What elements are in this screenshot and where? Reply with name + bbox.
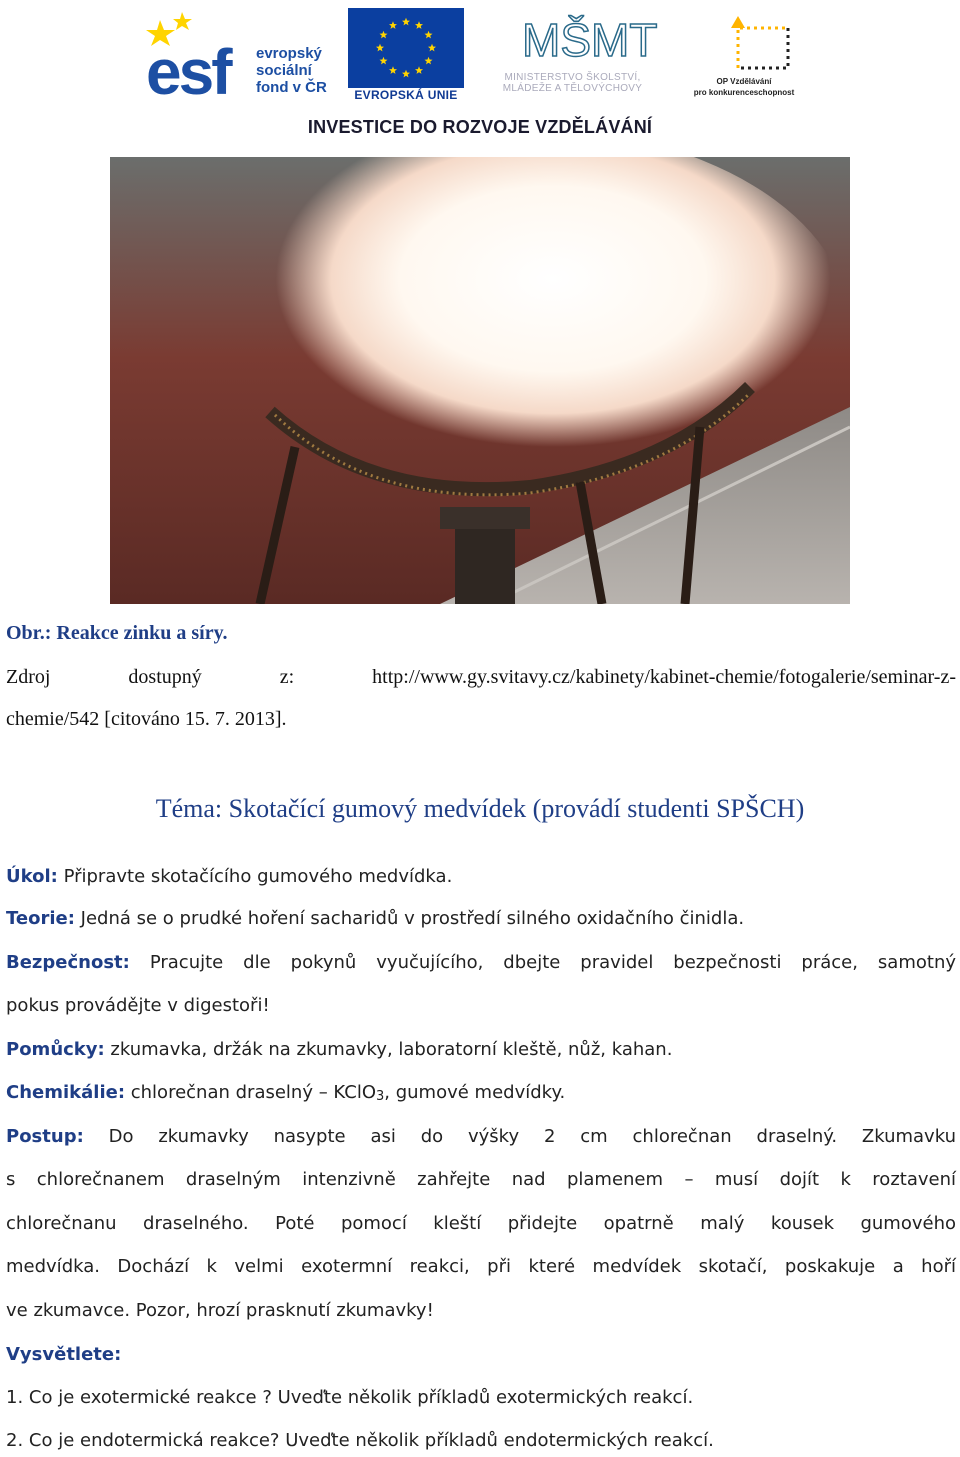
bezpecnost-line-1: Bezpečnost: Pracujte dle pokynů vyučujícího, dbejte pravidel bezpečnosti práce, samotný bbox=[6, 952, 956, 973]
svg-text:sociální: sociální bbox=[256, 62, 312, 79]
postup-line-1: Postup: Do zkumavky nasypte asi do výšky 2 cm chlorečnan draselný. Zkumavku bbox=[6, 1126, 956, 1147]
question-2: 2. Co je endotermická reakce? Uveďte několik příkladů endotermických reakcí. bbox=[6, 1430, 714, 1451]
svg-text:esf: esf bbox=[146, 36, 230, 104]
reaction-photo bbox=[110, 157, 850, 604]
esf-logo bbox=[146, 8, 336, 104]
logo-header bbox=[0, 0, 960, 150]
teorie-paragraph: Teorie: Jedná se o prudké hoření sacharidů v prostředí silného oxidačního činidla. bbox=[6, 908, 745, 929]
pomucky-paragraph: Pomůcky: zkumavka, držák na zkumavky, laboratorní kleště, nůž, kahan. bbox=[6, 1039, 673, 1060]
chemikalie-paragraph: Chemikálie: chlorečnan draselný – KClO$_3$, gumové medvídky. bbox=[6, 1082, 566, 1104]
eu-caption: EVROPSKÁ UNIE bbox=[354, 88, 458, 102]
ukol-paragraph: Úkol: Připravte skotačícího gumového medvídka. bbox=[6, 866, 453, 887]
op-caption: OP Vzdělávání pro konkurenceschopnost bbox=[693, 77, 795, 97]
investice-banner: INVESTICE DO ROZVOJE VZDĚLÁVÁNÍ bbox=[307, 117, 653, 137]
svg-text:MŠMT: MŠMT bbox=[522, 14, 658, 66]
svg-text:evropský: evropský bbox=[256, 45, 322, 62]
vysvetlete-heading: Vysvětlete: bbox=[6, 1344, 122, 1365]
postup-line-5: ve zkumavce. Pozor, hrozí prasknutí zkumavky! bbox=[6, 1300, 434, 1321]
postup-line-3: chlorečnanu draselného. Poté pomocí kleští přidejte opatrně malý kousek gumového bbox=[6, 1213, 956, 1234]
source-line-1: Zdroj dostupný z: http://www.gy.svitavy.cz/kabinety/kabinet-chemie/fotogalerie/seminar-z- bbox=[6, 666, 956, 688]
msmt-caption: MINISTERSTVO ŠKOLSTVÍ, MLÁDEŽE A TĚLOVÝCHOVY bbox=[502, 72, 643, 94]
page-title: Téma: Skotačící gumový medvídek (provádí studenti SPŠCH) bbox=[155, 794, 805, 823]
bezpecnost-line-2: pokus provádějte v digestoři! bbox=[6, 995, 270, 1016]
figure-title: Obr.: Reakce zinku a síry. bbox=[6, 622, 228, 644]
source-line-2: chemie/542 [citováno 15. 7. 2013]. bbox=[6, 708, 287, 730]
postup-line-4: medvídka. Dochází k velmi exotermní reakci, při které medvídek skotačí, poskakuje a hoří bbox=[6, 1256, 956, 1277]
postup-line-2: s chlorečnanem draselným intenzivně zahřejte nad plamenem – musí dojít k roztavení bbox=[6, 1169, 956, 1190]
svg-text:fond v ČR: fond v ČR bbox=[256, 79, 327, 96]
question-1: 1. Co je exotermické reakce ? Uveďte několik příkladů exotermických reakcí. bbox=[6, 1387, 694, 1408]
eu-flag-icon bbox=[348, 8, 464, 88]
